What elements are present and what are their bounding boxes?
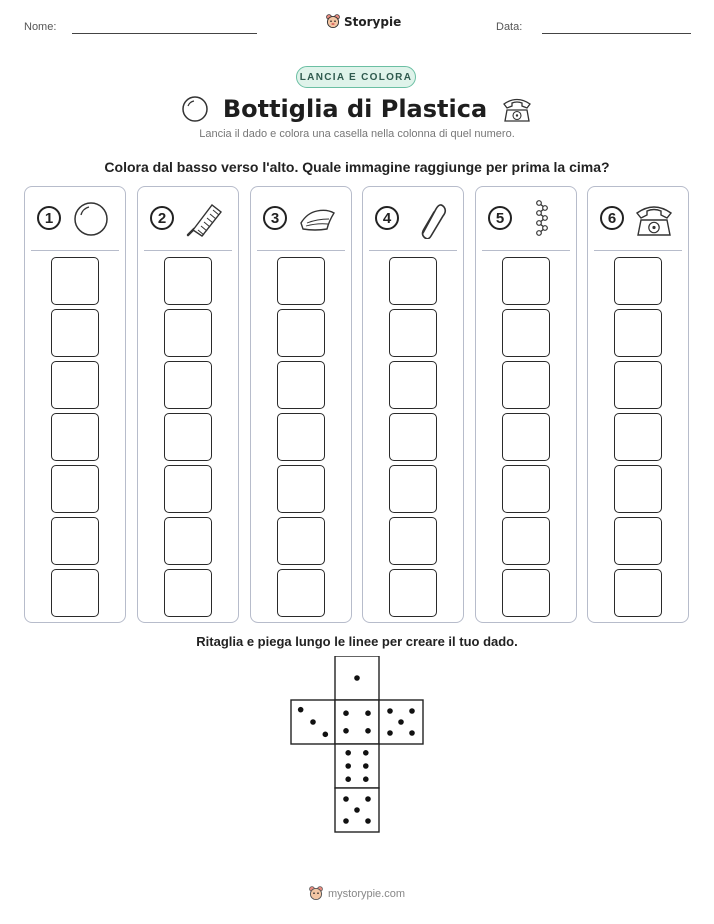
dice-pip	[387, 730, 393, 736]
color-box[interactable]	[502, 361, 550, 409]
color-box[interactable]	[164, 361, 212, 409]
dice-face-1	[335, 656, 379, 700]
brand-name: Storypie	[344, 15, 402, 29]
dice-face-4	[335, 700, 379, 744]
dice-pip	[323, 732, 329, 738]
dice-pip	[398, 719, 404, 725]
bubble-icon	[71, 199, 111, 239]
color-box[interactable]	[614, 413, 662, 461]
color-box[interactable]	[502, 465, 550, 513]
dice-pip	[354, 675, 360, 681]
color-box[interactable]	[277, 465, 325, 513]
color-box[interactable]	[51, 361, 99, 409]
footer-url[interactable]: mystorypie.com	[327, 888, 406, 900]
column-number: 1	[37, 206, 61, 230]
bubble-icon	[181, 95, 209, 123]
dice-pip	[409, 708, 415, 714]
dice-pip	[345, 776, 351, 782]
color-box[interactable]	[389, 465, 437, 513]
dice-pip	[387, 708, 393, 714]
color-box[interactable]	[164, 309, 212, 357]
color-box[interactable]	[277, 361, 325, 409]
dice-pip	[343, 818, 349, 824]
dice-pip	[343, 796, 349, 802]
color-box[interactable]	[389, 413, 437, 461]
color-box[interactable]	[277, 309, 325, 357]
dice-column	[24, 186, 126, 623]
dice-face-3	[291, 700, 335, 744]
color-box[interactable]	[502, 413, 550, 461]
color-box[interactable]	[164, 413, 212, 461]
dice-pip	[298, 707, 304, 713]
date-label: Data:	[496, 21, 523, 33]
molecule-icon	[522, 199, 562, 239]
color-box[interactable]	[614, 309, 662, 357]
dice-pip	[310, 719, 316, 725]
color-box[interactable]	[389, 569, 437, 617]
color-box[interactable]	[502, 569, 550, 617]
color-box[interactable]	[51, 465, 99, 513]
column-divider	[31, 250, 119, 251]
dice-pip	[365, 710, 371, 716]
column-number: 6	[600, 206, 624, 230]
color-box[interactable]	[277, 517, 325, 565]
column-divider	[144, 250, 232, 251]
dice-pip	[409, 730, 415, 736]
dice-pip	[363, 763, 369, 769]
dice-column	[587, 186, 689, 623]
dice-pip	[343, 728, 349, 734]
dice-pip	[343, 710, 349, 716]
dice-pip	[345, 763, 351, 769]
color-box[interactable]	[614, 569, 662, 617]
color-box[interactable]	[614, 361, 662, 409]
color-box[interactable]	[502, 309, 550, 357]
column-number: 2	[150, 206, 174, 230]
color-box[interactable]	[614, 257, 662, 305]
name-line[interactable]	[72, 33, 257, 34]
dice-face-5	[335, 788, 379, 832]
cut-instruction: Ritaglia e piega lungo le linee per creare il tuo dado.	[196, 634, 518, 649]
bear-logo-icon	[309, 886, 323, 902]
dice-pip	[365, 796, 371, 802]
dice-column	[475, 186, 577, 623]
column-divider	[369, 250, 457, 251]
dice-column	[137, 186, 239, 623]
color-box[interactable]	[51, 517, 99, 565]
brand-logo	[326, 14, 401, 30]
color-box[interactable]	[164, 517, 212, 565]
color-box[interactable]	[502, 517, 550, 565]
column-number: 5	[488, 206, 512, 230]
date-line[interactable]	[542, 33, 691, 34]
dice-pip	[365, 728, 371, 734]
color-box[interactable]	[389, 257, 437, 305]
column-number: 3	[263, 206, 287, 230]
dice-column	[362, 186, 464, 623]
column-divider	[482, 250, 570, 251]
telephone-icon	[501, 94, 533, 124]
color-box[interactable]	[164, 257, 212, 305]
color-box[interactable]	[51, 257, 99, 305]
color-box[interactable]	[389, 309, 437, 357]
telephone-icon	[634, 199, 674, 239]
color-box[interactable]	[502, 257, 550, 305]
dice-pip	[354, 807, 360, 813]
footer	[0, 886, 714, 902]
dice-pip	[365, 818, 371, 824]
dice-pip	[363, 776, 369, 782]
column-divider	[594, 250, 682, 251]
bear-logo-icon	[326, 14, 340, 30]
color-box[interactable]	[277, 413, 325, 461]
title-row	[0, 92, 714, 126]
color-box[interactable]	[389, 361, 437, 409]
name-label: Nome:	[24, 21, 57, 33]
question: Colora dal basso verso l'alto. Quale immagine raggiunge per prima la cima?	[104, 159, 610, 175]
color-box[interactable]	[164, 465, 212, 513]
comb-icon	[184, 199, 224, 239]
dice-face-5	[379, 700, 423, 744]
dice-pip	[345, 750, 351, 756]
color-box[interactable]	[389, 517, 437, 565]
cloth-icon	[297, 199, 337, 239]
color-box[interactable]	[277, 569, 325, 617]
column-divider	[257, 250, 345, 251]
color-box[interactable]	[277, 257, 325, 305]
color-box[interactable]	[614, 517, 662, 565]
color-box[interactable]	[51, 569, 99, 617]
color-box[interactable]	[51, 413, 99, 461]
color-box[interactable]	[164, 569, 212, 617]
page-title: Bottiglia di Plastica	[222, 95, 488, 123]
dice-column	[250, 186, 352, 623]
subtitle: Lancia il dado e colora una casella nella colonna di quel numero.	[199, 128, 515, 140]
paperclip-icon	[409, 199, 449, 239]
activity-badge: LANCIA E COLORA	[296, 66, 416, 88]
column-number: 4	[375, 206, 399, 230]
color-box[interactable]	[614, 465, 662, 513]
dice-net	[290, 656, 426, 836]
color-box[interactable]	[51, 309, 99, 357]
dice-pip	[363, 750, 369, 756]
dice-face-6	[335, 744, 379, 788]
